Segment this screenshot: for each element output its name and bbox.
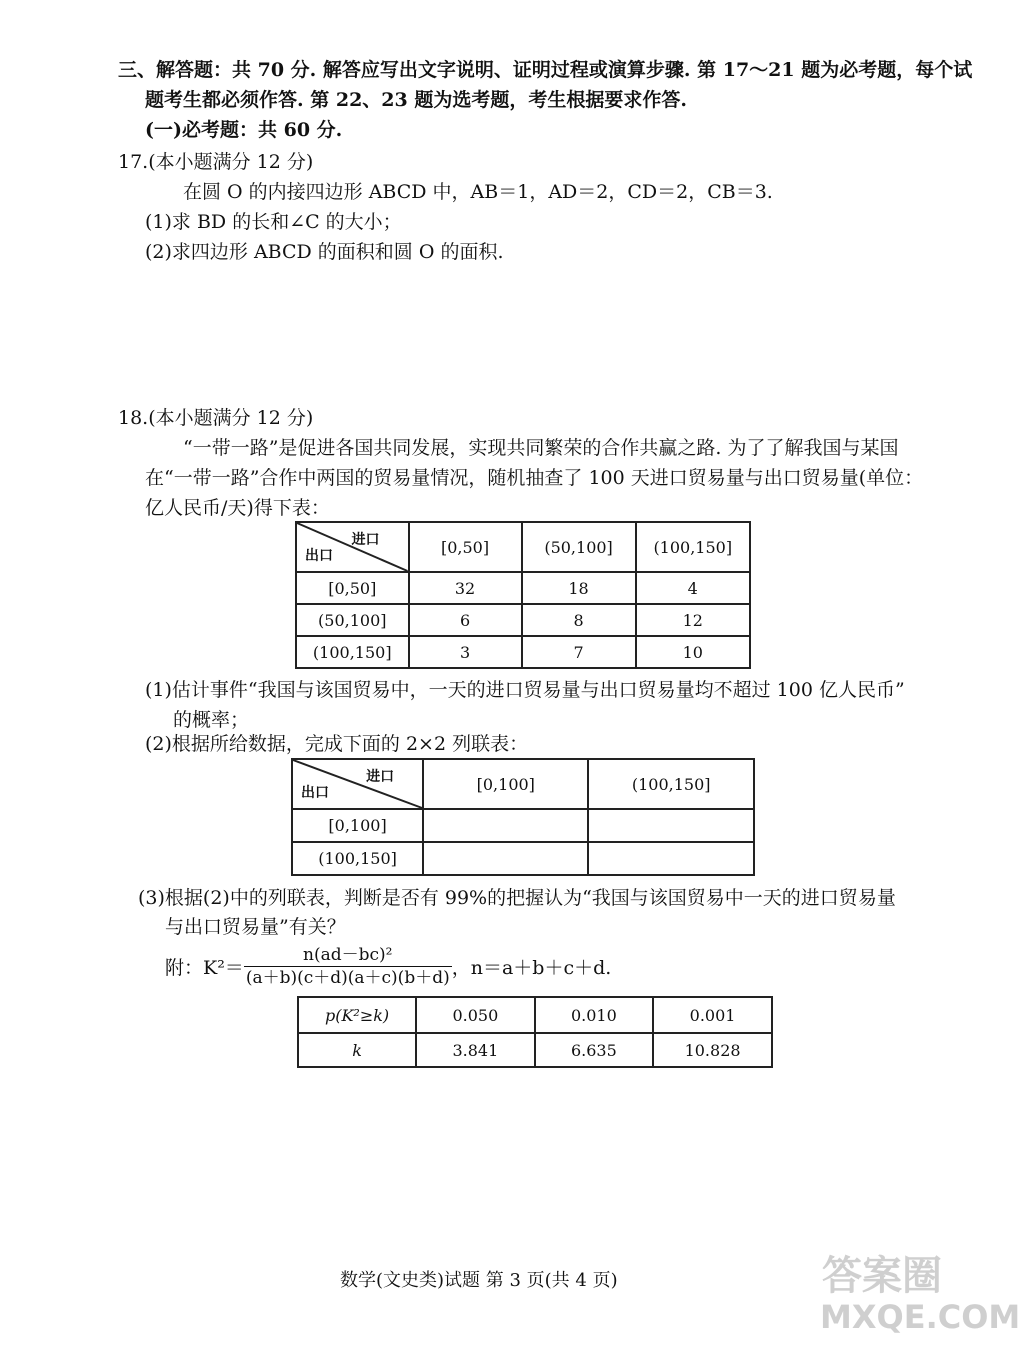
table-cell: 18 — [522, 572, 636, 604]
table-row — [298, 1033, 772, 1067]
table-cell: 12 — [636, 604, 750, 636]
table-cell: 3 — [409, 636, 522, 668]
watermark-site-text: MXQE.COM — [820, 1298, 1020, 1336]
corner-export-label: 出口 — [305, 548, 333, 564]
column-header: (50,100] — [522, 522, 636, 572]
q18-stem-line2: 在“一带一路”合作中两国的贸易量情况，随机抽查了 100 天进口贸易量与出口贸易量(单位： — [145, 467, 924, 489]
table-cell: 0.010 — [535, 997, 653, 1033]
formula-numerator: n(ad－bc)² — [244, 944, 452, 967]
table-cell: 3.841 — [416, 1033, 534, 1067]
formula-fraction — [244, 944, 452, 989]
row-header: (100,150] — [292, 842, 423, 875]
q18-part1: (1)估计事件“我国与该国贸易中，一天的进口贸易量与出口贸易量均不超过 100 亿人民币” — [145, 679, 905, 701]
section-subheading: (一)必考题：共 60 分. — [145, 119, 343, 141]
table-row — [298, 997, 772, 1033]
q17-part1: (1)求 BD 的长和∠C 的大小； — [145, 211, 402, 233]
corner-export-label: 出口 — [301, 785, 329, 801]
formula-prefix: 附：K²＝ — [165, 957, 244, 979]
q18-part2: (2)根据所给数据，完成下面的 2×2 列联表： — [145, 733, 529, 755]
table-row — [296, 636, 750, 668]
table-cell: 0.050 — [416, 997, 534, 1033]
q18-stem-line3: 亿人民币/天)得下表： — [145, 497, 330, 519]
corner-import-label: 进口 — [366, 769, 395, 785]
column-header: (100,150] — [588, 759, 754, 809]
row-header: p(K²≥k) — [298, 997, 416, 1033]
q17-stem: 在圆 O 的内接四边形 ABCD 中，AB＝1，AD＝2，CD＝2，CB＝3. — [183, 181, 773, 203]
table-cell: 0.001 — [653, 997, 772, 1033]
q18-part3-cont: 与出口贸易量”有关？ — [165, 916, 346, 938]
watermark-logo-text: 答案圈 — [822, 1253, 942, 1299]
blank-cell[interactable] — [423, 842, 588, 875]
q17-part2: (2)求四边形 ABCD 的面积和圆 O 的面积. — [145, 241, 504, 263]
trade-frequency-table — [295, 521, 751, 669]
column-header: [0,50] — [409, 522, 522, 572]
q18-label: 18.(本小题满分 12 分) — [118, 407, 314, 429]
table-cell: 32 — [409, 572, 522, 604]
table-row — [292, 842, 754, 875]
table-cell: 4 — [636, 572, 750, 604]
row-header: [0,100] — [292, 809, 423, 842]
formula-denominator: (a＋b)(c＋d)(a＋c)(b＋d) — [245, 968, 450, 988]
table-corner-cell — [296, 522, 409, 572]
q18-part3: (3)根据(2)中的列联表，判断是否有 99%的把握认为“我国与该国贸易中一天的进口贸易量 — [138, 887, 896, 909]
contingency-table — [291, 758, 755, 876]
blank-cell[interactable] — [423, 809, 588, 842]
formula-suffix: ，n＝a＋b＋c＋d. — [451, 957, 612, 979]
critical-value-table — [297, 996, 773, 1068]
table-row — [296, 572, 750, 604]
row-header: [0,50] — [296, 572, 409, 604]
column-header: (100,150] — [636, 522, 750, 572]
row-header: k — [298, 1033, 416, 1067]
corner-import-label: 进口 — [351, 532, 380, 548]
chi-square-formula — [165, 944, 611, 989]
q18-stem-line1: “一带一路”是促进各国共同发展，实现共同繁荣的合作共赢之路. 为了了解我国与某国 — [183, 437, 899, 459]
blank-cell[interactable] — [588, 809, 754, 842]
table-corner-cell — [292, 759, 423, 809]
section-heading: 三、解答题：共 70 分. 解答应写出文字说明、证明过程或演算步骤. 第 17～21 题为必考题，每个试 — [118, 59, 973, 81]
table-row — [292, 809, 754, 842]
page-footer: 数学(文史类)试题 第 3 页(共 4 页) — [340, 1270, 618, 1291]
table-cell: 6.635 — [535, 1033, 653, 1067]
column-header: [0,100] — [423, 759, 588, 809]
q18-part1-cont: 的概率； — [173, 709, 250, 731]
table-cell: 6 — [409, 604, 522, 636]
row-header: (50,100] — [296, 604, 409, 636]
table-cell: 7 — [522, 636, 636, 668]
row-header: (100,150] — [296, 636, 409, 668]
q17-label: 17.(本小题满分 12 分) — [118, 151, 314, 173]
table-cell: 10 — [636, 636, 750, 668]
blank-cell[interactable] — [588, 842, 754, 875]
table-cell: 10.828 — [653, 1033, 772, 1067]
table-cell: 8 — [522, 604, 636, 636]
section-heading-cont: 题考生都必须作答. 第 22、23 题为选考题，考生根据要求作答. — [145, 89, 687, 111]
table-row — [296, 604, 750, 636]
